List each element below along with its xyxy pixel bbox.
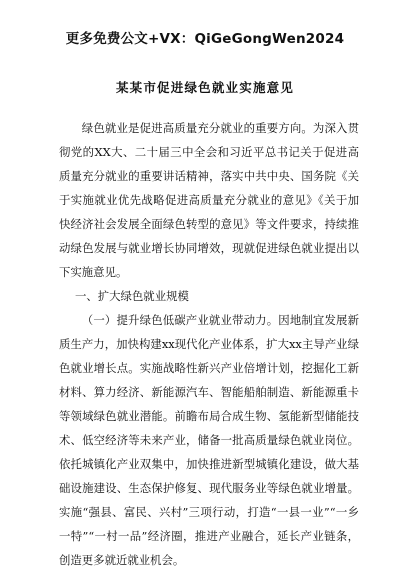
intro-paragraph: 绿色就业是促进高质量充分就业的重要方向。为深入贯彻党的XX大、二十届三中全会和习近平总书记关于促进高质量充分就业的重要讲话精神，落实中共中央、国务院《关于实施就业优先战略促进高质量充分就业的意见》《关于加快经济社会发展全面绿色转型的意见》等文件要求，持续推动绿色发展与就业增长协同增效，现就促进绿色就业提出以下实施意见。: [59, 121, 359, 279]
body-paragraph: （一）提升绿色低碳产业就业带动力。因地制宜发展新质生产力，加快构建xx现代化产业体系，扩大xx主导产业绿色就业增长点。实施战略性新兴产业倍增计划，挖掘化工新材料、算力经济、新能源汽车、智能船舶制造、新能源重卡等领域绿色就业潜能。前瞻布局合成生物、氢能新型储能技术、低空经济等未来产业，储备一批高质量绿色就业岗位。依托城镇化产业双集中，加快推进新型城镇化建设，做大基础设施建设、生态保护修复、现代服务业等绿色就业增量。实施“强县、富民、兴村”三项行动，打造“一县一业”“一乡一特”“一村一品”经济圈，推进产业融合，延长产业链条，创造更多就近就业机会。: [59, 313, 359, 567]
document-body: [59, 116, 359, 572]
promo-header: 更多免费公文+VX：QiGeGongWen2024: [65, 31, 345, 47]
document-title: 某某市促进绿色就业实施意见: [115, 80, 295, 95]
section-heading: 一、扩大绿色就业规模: [74, 289, 189, 303]
